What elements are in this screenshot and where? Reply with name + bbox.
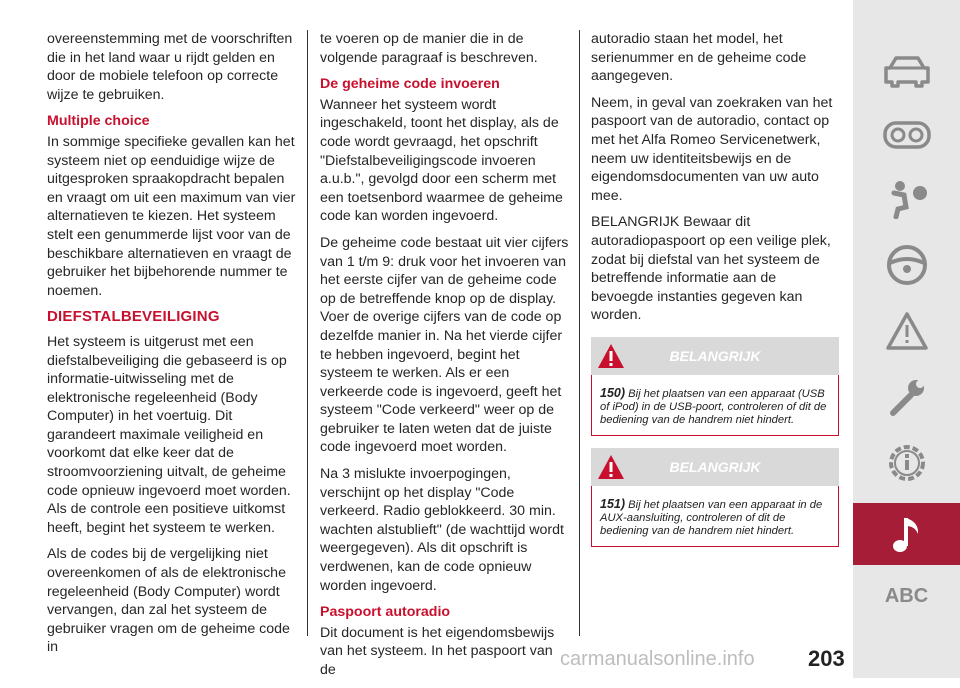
paragraph: Neem, in geval van zoekraken van het paspoort van de autoradio, contact op met het Alfa Romeo Servicenetwerk, neem uw identiteitsbewijs en de eigendomsdocumenten van uw auto mee. <box>591 94 833 204</box>
column-2 <box>320 30 570 688</box>
subheading-geheime-code: De geheime code invoeren <box>320 76 500 93</box>
paragraph: autoradio staan het model, het serienummer en de geheime code aangegeven. <box>591 31 807 85</box>
music-note-icon[interactable] <box>853 503 960 565</box>
paragraph: te voeren op de manier die in de volgende paragraaf is beschreven. <box>320 31 538 66</box>
column-divider <box>307 30 308 636</box>
warning-text: Bij het plaatsen van een apparaat in de AUX-aansluiting, controleren of dit de bediening van de handrem niet hindert. <box>600 498 823 537</box>
steering-wheel-icon[interactable] <box>853 236 960 294</box>
warning-header <box>591 448 839 486</box>
paragraph: Als de codes bij de vergelijking niet overeenkomen of als de elektronische regeleenheid (Body Computer) wordt vervangen, dan zal het systeem de gebruiker vragen om de geheime code in <box>47 546 290 656</box>
wrench-icon[interactable] <box>853 368 960 426</box>
note-number: 151) <box>600 496 626 511</box>
paragraph: De geheime code bestaat uit vier cijfers van 1 t/m 9: druk voor het invoeren van het eerste cijfer van de geheime code op de betreffende knop op de display. Voer de overige cijfers van de code op dezelfde manier in. Na het vierde cijfer te hebben ingevoerd, begint het systeem te werken. Als er een verkeerde code is ingevoerd, geeft het systeem "Code verkeerd" weer op de gebruiker te laten weten dat de juiste code ingevoerd moet worden. <box>320 234 569 456</box>
warning-text: Bij het plaatsen van een apparaat (USB of iPod) in de USB-poort, controleren of dit de bediening van de handrem niet hindert. <box>600 387 827 426</box>
column-3 <box>591 30 841 547</box>
warning-box <box>591 337 839 436</box>
paragraph: Na 3 mislukte invoerpogingen, verschijnt op het display "Code verkeerd. Radio geblokkeerd. 30 min. wachten alstublieft" (de wachttijd wordt weergegeven). Als dit opschrift is verdwenen, kan de code opnieuw worden ingevoerd. <box>320 466 564 594</box>
warning-body <box>591 375 839 436</box>
car-icon[interactable] <box>853 42 960 100</box>
warning-body <box>591 486 839 547</box>
subheading-multiple-choice: Multiple choice <box>47 113 150 130</box>
column-divider <box>579 30 580 636</box>
warning-title: BELANGRIJK <box>669 458 761 475</box>
subheading-paspoort: Paspoort autoradio <box>320 604 451 621</box>
note-number: 150) <box>600 385 626 400</box>
warning-header <box>591 337 839 375</box>
watermark: carmanualsonline.info <box>560 648 755 670</box>
warning-triangle-icon[interactable] <box>853 302 960 360</box>
paragraph: Wanneer het systeem wordt ingeschakeld, toont het display, als de code wordt gevraagd, het opschrift "Diefstalbeveiligingscode invoeren a.u.b.", gevolgd door een scherm met een toetsenbord waarmee de geheime code kan worden ingevoerd. <box>320 96 563 225</box>
column-1 <box>47 30 297 665</box>
warning-title: BELANGRIJK <box>669 347 761 364</box>
paragraph: Dit document is het eigendomsbewijs van het systeem. In het paspoort van de <box>320 624 555 678</box>
abc-index-link[interactable]: ABC <box>884 585 929 607</box>
airbag-icon[interactable] <box>853 170 960 228</box>
info-gear-icon[interactable] <box>853 434 960 492</box>
dashboard-icon[interactable] <box>853 106 960 164</box>
chapter-sidebar <box>853 0 960 678</box>
warning-box <box>591 448 839 547</box>
section-heading-diefstalbeveiliging: DIEFSTALBEVEILIGING <box>47 308 220 326</box>
paragraph: BELANGRIJK Bewaar dit autoradiopaspoort op een veilige plek, zodat bij diefstal van het systeem de betreffende informatie aan de bevoegde instanties gegeven kan worden. <box>591 214 831 324</box>
paragraph: In sommige specifieke gevallen kan het systeem niet op eenduidige wijze de uitgesproken spraakopdracht bepalen en vraagt om uit een maximum van vier alternatieven te kiezen. Het systeem stelt een genummerde lijst voor van de beschikbare alternatieven en vraagt de gebruiker het bijbehorende nummer te noemen. <box>47 133 296 299</box>
paragraph: overeenstemming met de voorschriften die in het land waar u rijdt gelden en door de mobiele telefoon op correcte wijze te gebruiken. <box>47 31 293 103</box>
paragraph: Het systeem is uitgerust met een diefstalbeveiliging die gebaseerd is op informatie-uitwisseling met de elektronische regeleenheid (Body Computer) in het voertuig. Dit garandeert maximale veiligheid en voorkomt dat elke keer dat de stroomvoorziening uitvalt, de geheime code opnieuw ingevoerd moet worden. Als de controle een positieve uitkomst heeft, begint het systeem te werken. <box>47 333 291 536</box>
page-number: 203 <box>808 646 845 671</box>
